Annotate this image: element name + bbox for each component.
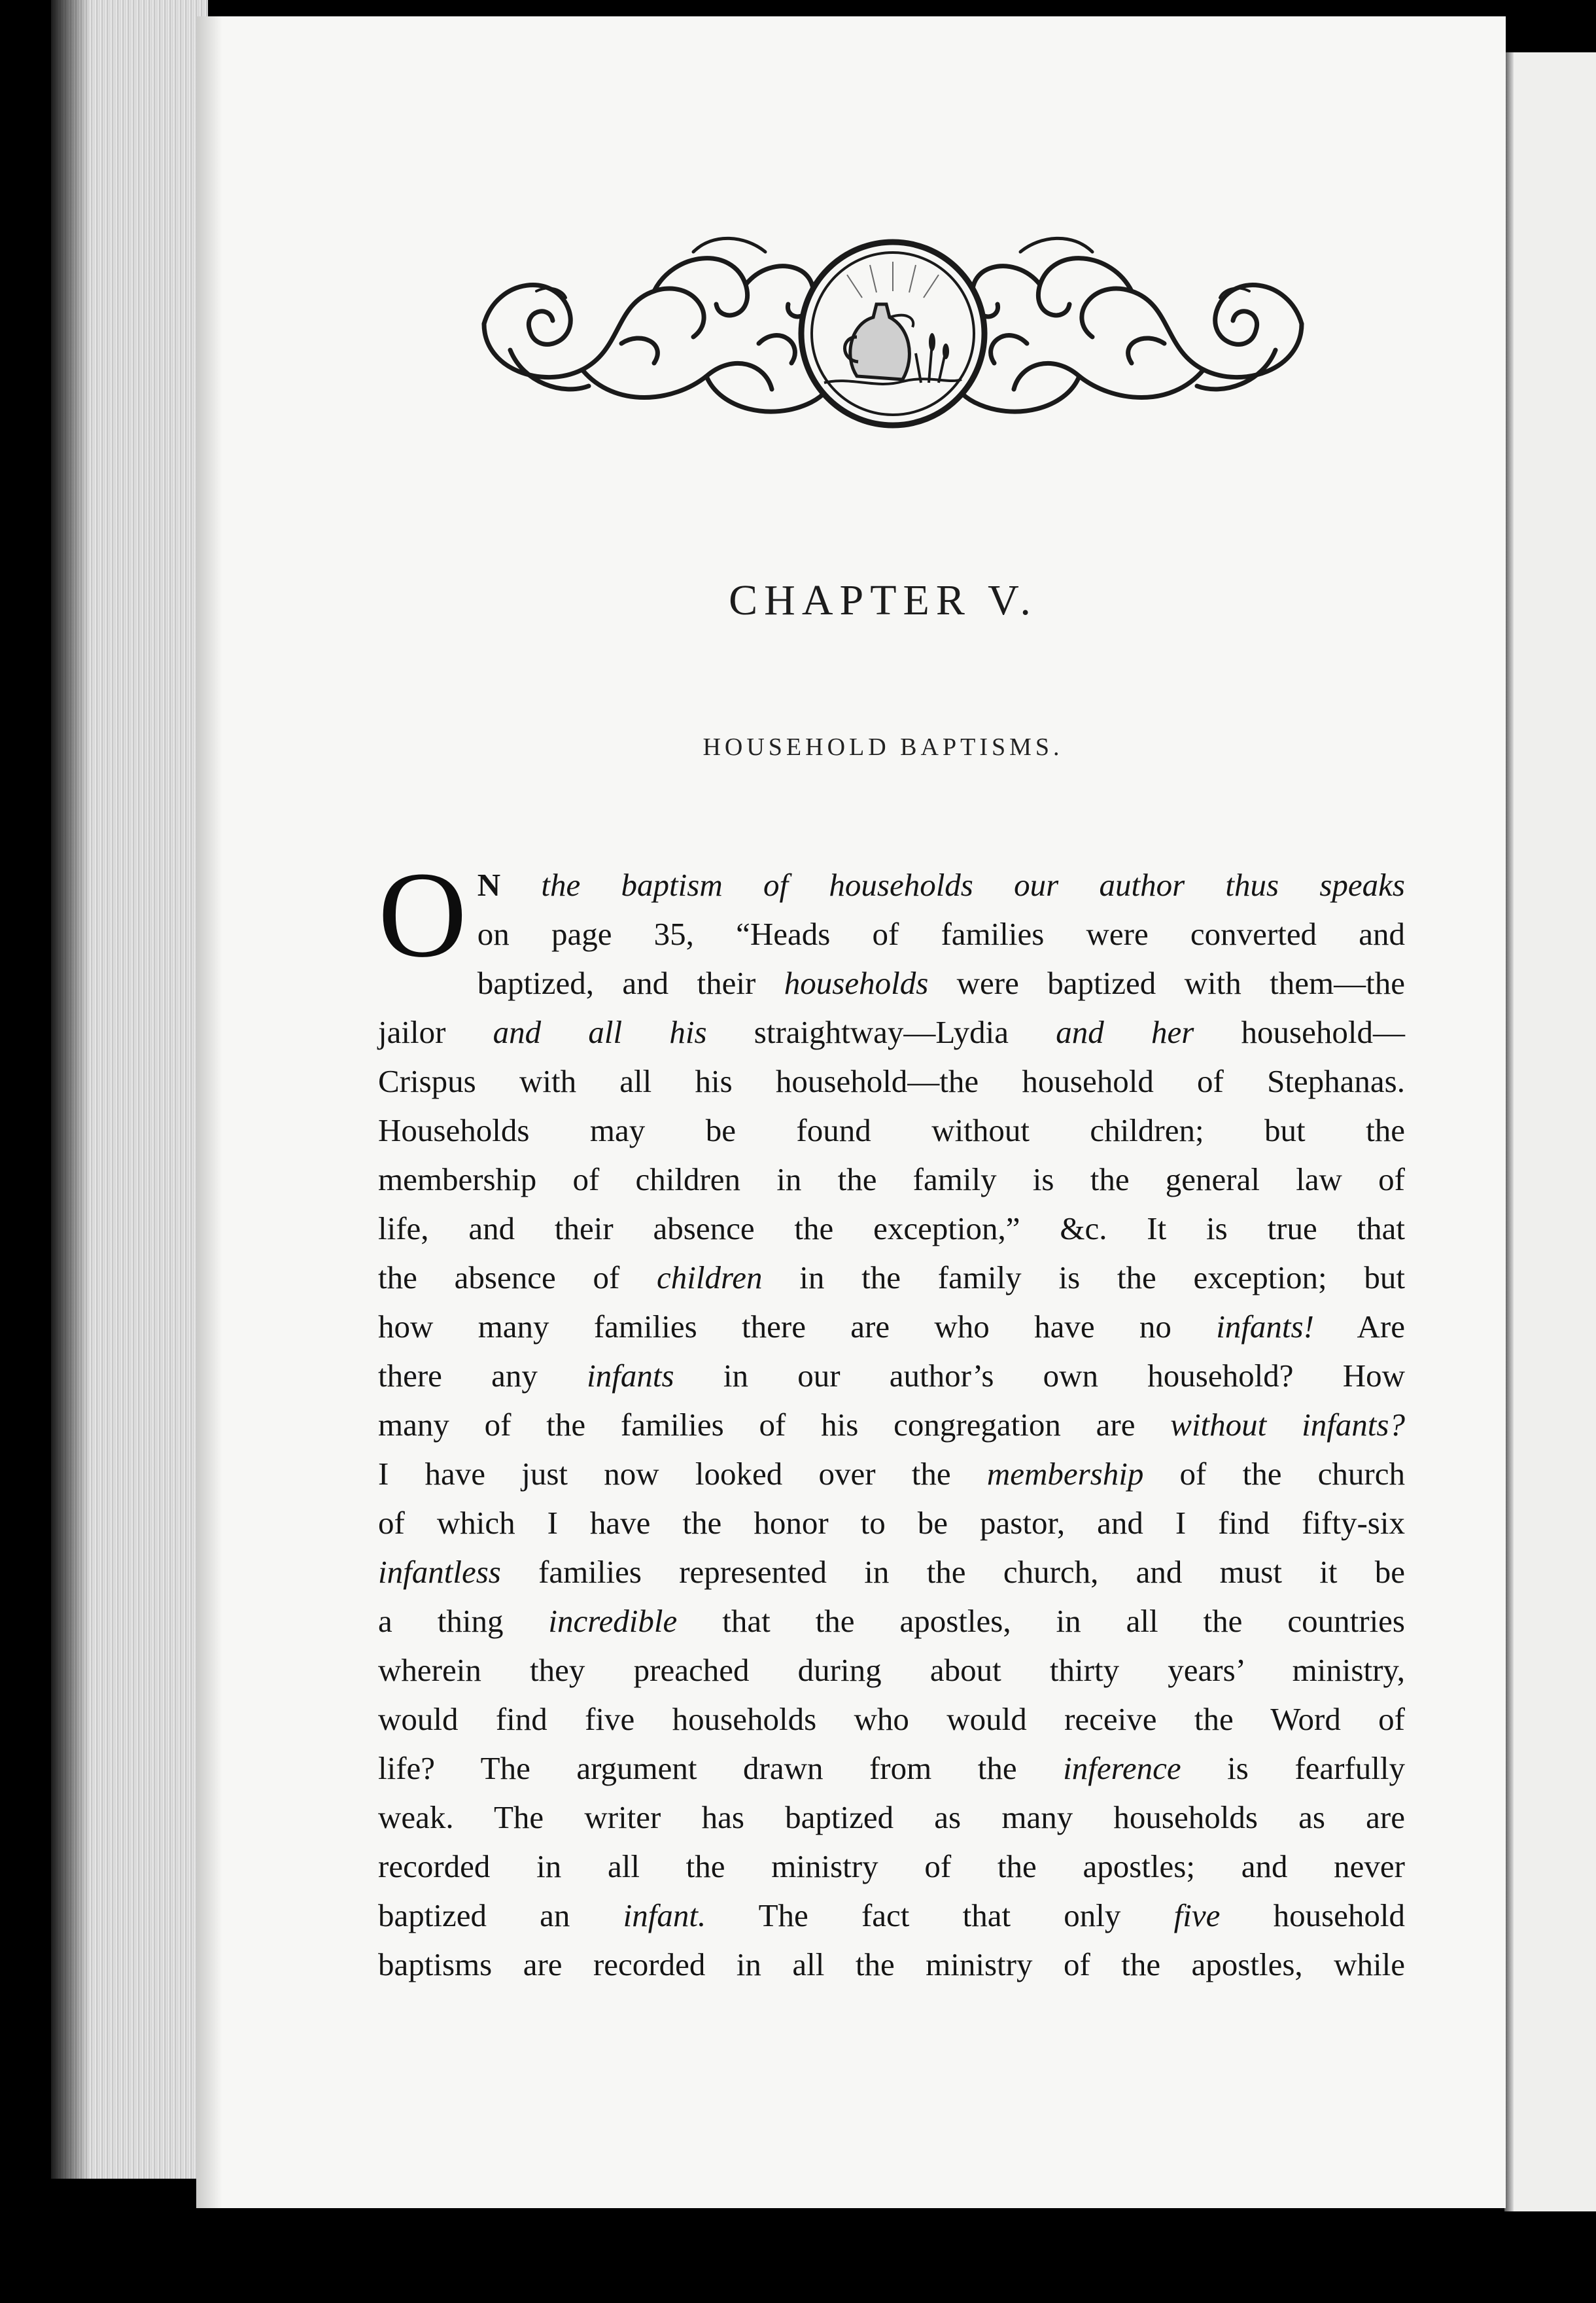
text-run: household— bbox=[1194, 1014, 1405, 1050]
emphasis-text: households bbox=[784, 965, 929, 1001]
text-run: Are bbox=[1313, 1309, 1405, 1345]
emphasis-text: without infants? bbox=[1170, 1407, 1405, 1443]
facing-page-edge bbox=[1504, 52, 1596, 2211]
text-line bbox=[378, 1744, 1405, 1793]
text-line bbox=[378, 1400, 1405, 1449]
text-run: would find five households who would receive the Word of bbox=[378, 1701, 1405, 1737]
text-run: in our author’s own household? How bbox=[674, 1358, 1405, 1394]
drop-cap: O bbox=[378, 846, 467, 983]
text-line bbox=[378, 958, 1405, 1008]
emphasis-text: infants bbox=[587, 1358, 674, 1394]
binding-shadow bbox=[51, 0, 90, 2179]
text-run: the absence of bbox=[378, 1259, 657, 1295]
text-run: life? The argument drawn from the bbox=[378, 1750, 1064, 1786]
text-line bbox=[378, 1645, 1405, 1695]
text-run: that the apostles, in all the countries bbox=[677, 1603, 1405, 1639]
text-line bbox=[378, 1695, 1405, 1744]
text-run: of which I have the honor to be pastor, and I find fifty-six bbox=[378, 1505, 1405, 1541]
text-run: jailor bbox=[378, 1014, 493, 1050]
text-run: were baptized with them—the bbox=[928, 965, 1405, 1001]
text-line bbox=[378, 1106, 1405, 1155]
emphasis-text: inference bbox=[1063, 1750, 1181, 1786]
page-gutter-shadow bbox=[196, 16, 222, 2208]
emphasis-text: five bbox=[1173, 1897, 1221, 1933]
text-run: baptized an bbox=[378, 1897, 623, 1933]
text-run: weak. The writer has baptized as many households as are bbox=[378, 1799, 1405, 1835]
text-run: in the family is the exception; but bbox=[762, 1259, 1405, 1295]
text-run: straightway—Lydia bbox=[706, 1014, 1056, 1050]
text-run: baptisms are recorded in all the ministry of the apostles, while bbox=[378, 1946, 1405, 1982]
text-line bbox=[378, 1449, 1405, 1498]
text-run: families represented in the church, and must it be bbox=[500, 1554, 1405, 1590]
text-line bbox=[378, 1057, 1405, 1106]
text-run: membership of children in the family is the general law of bbox=[378, 1161, 1405, 1197]
text-run: of the church bbox=[1143, 1456, 1405, 1492]
text-run: there any bbox=[378, 1358, 587, 1394]
text-line bbox=[378, 1498, 1405, 1547]
text-line bbox=[378, 1891, 1405, 1940]
text-line bbox=[378, 1253, 1405, 1302]
emphasis-text: incredible bbox=[548, 1603, 678, 1639]
emphasis-text: membership bbox=[986, 1456, 1144, 1492]
text-line bbox=[378, 860, 1405, 909]
emphasis-text: the baptism of households our author thus speaks bbox=[500, 867, 1405, 903]
text-line bbox=[378, 1793, 1405, 1842]
text-line bbox=[378, 1940, 1405, 1989]
scroll-ornament-with-pitcher-icon bbox=[458, 213, 1328, 461]
lead-letters: N bbox=[477, 867, 501, 903]
body-text bbox=[378, 846, 1406, 1989]
text-run: many of the families of his congregation are bbox=[378, 1407, 1171, 1443]
text-run: wherein they preached during about thirty years’ ministry, bbox=[378, 1652, 1405, 1688]
emphasis-text: infant. bbox=[623, 1897, 706, 1933]
text-line bbox=[378, 909, 1405, 958]
chapter-subtitle: HOUSEHOLD BAPTISMS. bbox=[703, 733, 1064, 761]
emphasis-text: infantless bbox=[378, 1554, 501, 1590]
text-line bbox=[378, 1596, 1405, 1645]
text-run: how many families there are who have no bbox=[378, 1309, 1217, 1345]
emphasis-text: and all his bbox=[493, 1014, 707, 1050]
text-run: a thing bbox=[378, 1603, 549, 1639]
text-line bbox=[378, 1155, 1405, 1204]
text-run: Households may be found without children; but the bbox=[378, 1112, 1405, 1148]
emphasis-text: infants! bbox=[1216, 1309, 1314, 1345]
text-run: The fact that only bbox=[706, 1897, 1174, 1933]
text-line bbox=[378, 1302, 1405, 1351]
text-line bbox=[378, 1351, 1405, 1400]
text-line bbox=[378, 1204, 1405, 1253]
text-run: baptized, and their bbox=[477, 965, 784, 1001]
text-line bbox=[378, 1008, 1405, 1057]
gutter-line bbox=[1504, 52, 1514, 2211]
text-line bbox=[378, 1842, 1405, 1891]
text-run: Crispus with all his household—the household of Stephanas. bbox=[378, 1063, 1405, 1099]
text-run: on page 35, “Heads of families were converted and bbox=[477, 916, 1405, 952]
text-run: household bbox=[1220, 1897, 1406, 1933]
text-run: recorded in all the ministry of the apostles; and never bbox=[378, 1848, 1405, 1884]
text-run: is fearfully bbox=[1181, 1750, 1406, 1786]
text-run: I have just now looked over the bbox=[378, 1456, 987, 1492]
text-line bbox=[378, 1547, 1405, 1596]
emphasis-text: children bbox=[657, 1259, 763, 1295]
chapter-title: CHAPTER V. bbox=[729, 576, 1037, 624]
emphasis-text: and her bbox=[1056, 1014, 1194, 1050]
text-run: life, and their absence the exception,” &c. It is true that bbox=[378, 1210, 1405, 1246]
